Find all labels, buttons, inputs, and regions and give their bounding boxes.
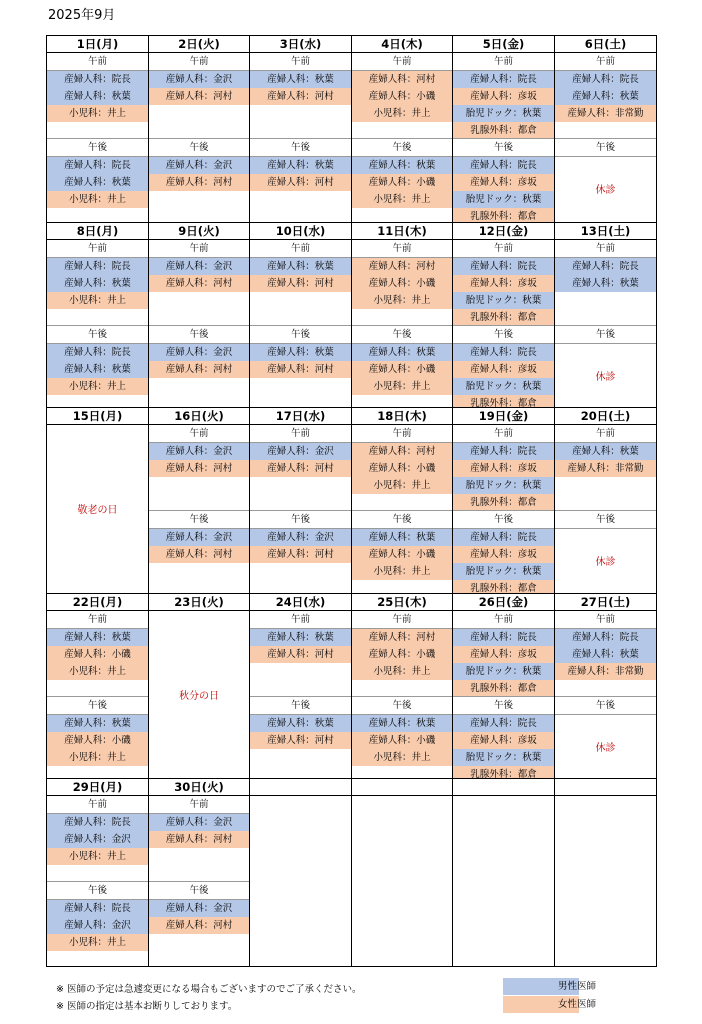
schedule-calendar [46,35,656,966]
doctor-entry: 産婦人科：秋葉 [352,157,452,174]
doctor-entry: 産婦人科：秋葉 [47,715,148,732]
doctor-entry: 乳腺外科：都倉 [453,680,554,697]
doctor-entry: 産婦人科：小磯 [352,275,452,292]
morning-label: 午前 [555,53,656,71]
doctor-entry: 産婦人科：彦坂 [453,174,554,191]
doctor-entry: 産婦人科：金沢 [149,344,249,361]
afternoon-section [149,881,249,934]
afternoon-section [250,138,351,191]
doctor-entry: 乳腺外科：都倉 [453,395,554,408]
doctor-entry: 産婦人科：小磯 [352,460,452,477]
day-cell [249,52,352,223]
doctor-entry: 小児科：井上 [352,477,452,494]
month-title: 2025年9月 [48,8,116,23]
doctor-entry: 産婦人科：院長 [47,344,148,361]
morning-label: 午前 [250,240,351,258]
day-cell [148,610,250,779]
doctor-entry: 産婦人科：小磯 [352,361,452,378]
morning-label: 午前 [453,240,554,258]
day-header: 18日(木) [351,407,453,425]
footnote-2: ※ 医師の指定は基本お断りしております。 [56,1001,238,1012]
doctor-entry: 産婦人科：金沢 [149,71,249,88]
morning-label: 午前 [47,611,148,629]
morning-section [47,53,148,122]
day-cell [249,424,352,594]
morning-label: 午前 [453,611,554,629]
afternoon-label: 午後 [555,138,656,157]
morning-label: 午前 [352,425,452,443]
doctor-entry: 産婦人科：院長 [453,258,554,275]
afternoon-label: 午後 [352,510,452,529]
afternoon-label: 午後 [250,325,351,344]
afternoon-label: 午後 [149,510,249,529]
doctor-entry: 産婦人科：金沢 [149,157,249,174]
afternoon-section [47,325,148,395]
doctor-entry: 産婦人科：河村 [250,361,351,378]
day-header: 9日(火) [148,222,250,240]
doctor-entry: 産婦人科：河村 [149,917,249,934]
afternoon-section [250,696,351,749]
morning-section [250,240,351,292]
day-cell [452,424,555,594]
doctor-entry: 胎児ドック：秋葉 [453,191,554,208]
afternoon-label: 午後 [453,696,554,715]
morning-section [352,240,452,309]
doctor-entry: 産婦人科：院長 [555,629,656,646]
doctor-entry: 胎児ドック：秋葉 [453,477,554,494]
doctor-entry: 小児科：井上 [47,663,148,680]
afternoon-section [453,696,554,779]
day-cell [554,795,657,967]
afternoon-label: 午後 [149,325,249,344]
morning-section [555,611,656,680]
doctor-entry: 産婦人科：非常勤 [555,663,656,680]
day-cell [46,610,149,779]
day-cell [351,795,453,967]
day-cell [351,424,453,594]
day-cell [46,424,149,594]
afternoon-label: 午後 [149,138,249,157]
morning-label: 午前 [352,611,452,629]
doctor-entry: 小児科：井上 [47,292,148,309]
morning-section [352,53,452,122]
day-cell [249,239,352,408]
day-cell [46,239,149,408]
afternoon-label: 午後 [250,510,351,529]
doctor-entry: 産婦人科：院長 [453,443,554,460]
day-cell [554,610,657,779]
doctor-entry: 胎児ドック：秋葉 [453,663,554,680]
morning-label: 午前 [47,53,148,71]
doctor-entry: 産婦人科：金沢 [149,443,249,460]
afternoon-label: 午後 [555,696,656,715]
doctor-entry: 小児科：井上 [352,663,452,680]
day-header: 2日(火) [148,35,250,53]
doctor-entry: 産婦人科：河村 [149,546,249,563]
doctor-entry: 産婦人科：河村 [250,646,351,663]
doctor-entry: 産婦人科：院長 [47,814,148,831]
afternoon-label: 午後 [250,138,351,157]
afternoon-section [352,325,452,395]
doctor-entry: 産婦人科：院長 [47,258,148,275]
doctor-entry: 小児科：井上 [47,848,148,865]
morning-section [555,425,656,477]
doctor-entry: 産婦人科：秋葉 [352,529,452,546]
morning-section [47,240,148,309]
afternoon-label: 午後 [352,696,452,715]
day-cell [554,52,657,223]
day-header: 3日(水) [249,35,352,53]
afternoon-label: 午後 [453,325,554,344]
day-cell [46,795,149,967]
afternoon-section [352,510,452,580]
morning-section [250,425,351,477]
day-header: 26日(金) [452,593,555,611]
afternoon-section [250,510,351,563]
doctor-entry: 胎児ドック：秋葉 [453,749,554,766]
day-header: 5日(金) [452,35,555,53]
closed-note: 休診 [595,185,616,196]
afternoon-label: 午後 [47,325,148,344]
doctor-entry: 小児科：井上 [352,749,452,766]
morning-section [352,611,452,680]
doctor-entry: 産婦人科：彦坂 [453,361,554,378]
afternoon-section [453,510,554,594]
doctor-entry: 産婦人科：河村 [352,258,452,275]
day-header: 16日(火) [148,407,250,425]
afternoon-section [555,696,656,754]
morning-label: 午前 [555,240,656,258]
day-header: 15日(月) [46,407,149,425]
doctor-entry: 産婦人科：秋葉 [47,275,148,292]
afternoon-label: 午後 [47,696,148,715]
afternoon-section [555,138,656,196]
doctor-entry: 産婦人科：院長 [555,71,656,88]
doctor-entry: 産婦人科：彦坂 [453,460,554,477]
day-header: 29日(月) [46,778,149,796]
doctor-entry: 産婦人科：非常勤 [555,460,656,477]
day-header: 4日(木) [351,35,453,53]
doctor-entry: 産婦人科：秋葉 [47,174,148,191]
doctor-entry: 産婦人科：金沢 [250,529,351,546]
morning-label: 午前 [250,611,351,629]
morning-section [149,53,249,105]
day-header: 27日(土) [554,593,657,611]
doctor-entry: 産婦人科：河村 [250,275,351,292]
doctor-entry: 産婦人科：秋葉 [555,88,656,105]
doctor-entry: 産婦人科：彦坂 [453,88,554,105]
day-cell [554,424,657,594]
afternoon-section [453,325,554,408]
doctor-entry: 産婦人科：秋葉 [250,258,351,275]
day-header: 13日(土) [554,222,657,240]
day-cell [554,239,657,408]
doctor-entry: 産婦人科：彦坂 [453,646,554,663]
afternoon-section [555,510,656,568]
doctor-entry: 産婦人科：金沢 [149,814,249,831]
closed-note: 休診 [595,743,616,754]
day-header: 30日(火) [148,778,250,796]
doctor-entry: 産婦人科：秋葉 [555,275,656,292]
doctor-entry: 小児科：井上 [352,563,452,580]
doctor-entry: 産婦人科：院長 [453,157,554,174]
doctor-entry: 乳腺外科：都倉 [453,208,554,223]
day-header: 17日(水) [249,407,352,425]
doctor-entry: 胎児ドック：秋葉 [453,292,554,309]
doctor-entry: 産婦人科：彦坂 [453,546,554,563]
day-header: 8日(月) [46,222,149,240]
day-header: 22日(月) [46,593,149,611]
morning-label: 午前 [149,53,249,71]
doctor-entry: 産婦人科：金沢 [149,258,249,275]
day-cell [148,795,250,967]
doctor-entry: 産婦人科：河村 [149,88,249,105]
morning-section [453,611,554,697]
morning-section [453,240,554,326]
day-header: 10日(水) [249,222,352,240]
afternoon-section [47,881,148,951]
day-header: 1日(月) [46,35,149,53]
day-header [249,778,352,796]
morning-section [250,53,351,105]
day-header [554,778,657,796]
footnote-1: ※ 医師の予定は急遽変更になる場合もございますのでご了承ください。 [56,984,362,995]
doctor-entry: 産婦人科：秋葉 [555,646,656,663]
doctor-entry: 産婦人科：院長 [453,71,554,88]
doctor-entry: 産婦人科：院長 [47,157,148,174]
day-header: 19日(金) [452,407,555,425]
morning-label: 午前 [149,240,249,258]
doctor-entry: 産婦人科：小磯 [352,174,452,191]
morning-label: 午前 [352,240,452,258]
doctor-entry: 産婦人科：小磯 [47,646,148,663]
day-cell [351,610,453,779]
doctor-entry: 産婦人科：河村 [149,361,249,378]
doctor-entry: 産婦人科：河村 [250,546,351,563]
day-cell [249,795,352,967]
afternoon-label: 午後 [149,881,249,900]
doctor-entry: 小児科：井上 [47,191,148,208]
day-header: 6日(土) [554,35,657,53]
doctor-entry: 乳腺外科：都倉 [453,494,554,511]
morning-label: 午前 [250,425,351,443]
morning-label: 午前 [555,425,656,443]
day-cell [452,52,555,223]
morning-label: 午前 [47,240,148,258]
doctor-entry: 産婦人科：河村 [149,460,249,477]
morning-section [453,53,554,139]
afternoon-label: 午後 [250,696,351,715]
doctor-entry: 産婦人科：秋葉 [250,157,351,174]
doctor-entry: 小児科：井上 [47,749,148,766]
doctor-entry: 産婦人科：金沢 [149,900,249,917]
doctor-entry: 胎児ドック：秋葉 [453,105,554,122]
afternoon-section [352,138,452,208]
legend-label-male: 男性医師 [558,981,597,992]
doctor-entry: 産婦人科：金沢 [47,831,148,848]
day-header: 23日(火) [148,593,250,611]
doctor-entry: 小児科：井上 [47,934,148,951]
doctor-entry: 産婦人科：金沢 [250,443,351,460]
doctor-entry: 産婦人科：彦坂 [453,732,554,749]
doctor-entry: 産婦人科：秋葉 [250,344,351,361]
morning-section [453,425,554,511]
afternoon-label: 午後 [555,510,656,529]
doctor-entry: 産婦人科：小磯 [47,732,148,749]
morning-label: 午前 [149,425,249,443]
doctor-entry: 産婦人科：河村 [149,831,249,848]
doctor-entry: 産婦人科：秋葉 [250,629,351,646]
day-header: 25日(木) [351,593,453,611]
doctor-entry: 産婦人科：秋葉 [352,344,452,361]
doctor-entry: 産婦人科：院長 [555,258,656,275]
doctor-entry: 小児科：井上 [352,292,452,309]
afternoon-label: 午後 [453,510,554,529]
day-cell [452,795,555,967]
afternoon-label: 午後 [352,325,452,344]
doctor-entry: 産婦人科：河村 [149,174,249,191]
doctor-entry: 産婦人科：院長 [453,529,554,546]
doctor-entry: 乳腺外科：都倉 [453,122,554,139]
doctor-entry: 産婦人科：秋葉 [47,361,148,378]
day-cell [148,239,250,408]
day-cell [351,52,453,223]
afternoon-section [149,138,249,191]
morning-label: 午前 [352,53,452,71]
morning-label: 午前 [47,796,148,814]
closed-note: 休診 [595,372,616,383]
doctor-entry: 産婦人科：河村 [250,732,351,749]
day-header: 24日(水) [249,593,352,611]
day-cell [249,610,352,779]
afternoon-section [250,325,351,378]
doctor-entry: 産婦人科：秋葉 [555,443,656,460]
day-cell [148,52,250,223]
day-header [452,778,555,796]
morning-label: 午前 [453,425,554,443]
day-cell [351,239,453,408]
closed-note: 休診 [595,557,616,568]
morning-section [555,240,656,292]
doctor-entry: 産婦人科：金沢 [47,917,148,934]
day-cell [452,610,555,779]
doctor-entry: 小児科：井上 [352,105,452,122]
morning-label: 午前 [453,53,554,71]
day-cell [452,239,555,408]
doctor-entry: 小児科：井上 [47,105,148,122]
morning-section [47,796,148,865]
doctor-entry: 産婦人科：河村 [352,71,452,88]
doctor-entry: 産婦人科：金沢 [149,529,249,546]
afternoon-section [47,696,148,766]
afternoon-section [47,138,148,208]
day-header: 20日(土) [554,407,657,425]
doctor-entry: 産婦人科：秋葉 [47,629,148,646]
doctor-entry: 産婦人科：院長 [453,344,554,361]
day-header: 11日(木) [351,222,453,240]
doctor-entry: 産婦人科：非常勤 [555,105,656,122]
morning-section [352,425,452,494]
doctor-entry: 産婦人科：河村 [352,629,452,646]
doctor-entry: 産婦人科：秋葉 [250,71,351,88]
doctor-entry: 乳腺外科：都倉 [453,580,554,594]
doctor-entry: 産婦人科：河村 [250,174,351,191]
doctor-entry: 産婦人科：秋葉 [250,715,351,732]
doctor-entry: 産婦人科：院長 [453,715,554,732]
doctor-entry: 胎児ドック：秋葉 [453,563,554,580]
afternoon-label: 午後 [555,325,656,344]
afternoon-section [149,325,249,378]
morning-section [47,611,148,680]
day-cell [148,424,250,594]
afternoon-label: 午後 [47,138,148,157]
doctor-entry: 小児科：井上 [352,191,452,208]
morning-section [250,611,351,663]
afternoon-section [352,696,452,766]
doctor-entry: 産婦人科：彦坂 [453,275,554,292]
doctor-entry: 小児科：井上 [352,378,452,395]
morning-label: 午前 [555,611,656,629]
doctor-entry: 産婦人科：河村 [250,460,351,477]
doctor-entry: 産婦人科：小磯 [352,88,452,105]
doctor-entry: 産婦人科：秋葉 [352,715,452,732]
holiday-note: 秋分の日 [179,690,219,702]
morning-section [149,796,249,848]
legend-label-female: 女性医師 [558,999,597,1010]
doctor-entry: 産婦人科：河村 [250,88,351,105]
doctor-entry: 産婦人科：河村 [352,443,452,460]
doctor-entry: 産婦人科：河村 [149,275,249,292]
doctor-entry: 産婦人科：院長 [47,900,148,917]
doctor-entry: 小児科：井上 [47,378,148,395]
doctor-entry: 産婦人科：院長 [453,629,554,646]
afternoon-section [149,510,249,563]
morning-section [149,425,249,477]
doctor-entry: 産婦人科：秋葉 [47,88,148,105]
morning-section [149,240,249,292]
morning-label: 午前 [149,796,249,814]
afternoon-label: 午後 [47,881,148,900]
doctor-entry: 産婦人科：小磯 [352,646,452,663]
morning-label: 午前 [250,53,351,71]
afternoon-label: 午後 [453,138,554,157]
doctor-entry: 産婦人科：院長 [47,71,148,88]
day-cell [46,52,149,223]
doctor-entry: 胎児ドック：秋葉 [453,378,554,395]
afternoon-section [555,325,656,383]
holiday-note: 敬老の日 [77,505,118,516]
doctor-entry: 産婦人科：小磯 [352,546,452,563]
afternoon-section [453,138,554,223]
day-header [351,778,453,796]
afternoon-label: 午後 [352,138,452,157]
morning-section [555,53,656,122]
doctor-entry: 乳腺外科：都倉 [453,766,554,779]
doctor-entry: 産婦人科：小磯 [352,732,452,749]
day-header: 12日(金) [452,222,555,240]
doctor-entry: 乳腺外科：都倉 [453,309,554,326]
